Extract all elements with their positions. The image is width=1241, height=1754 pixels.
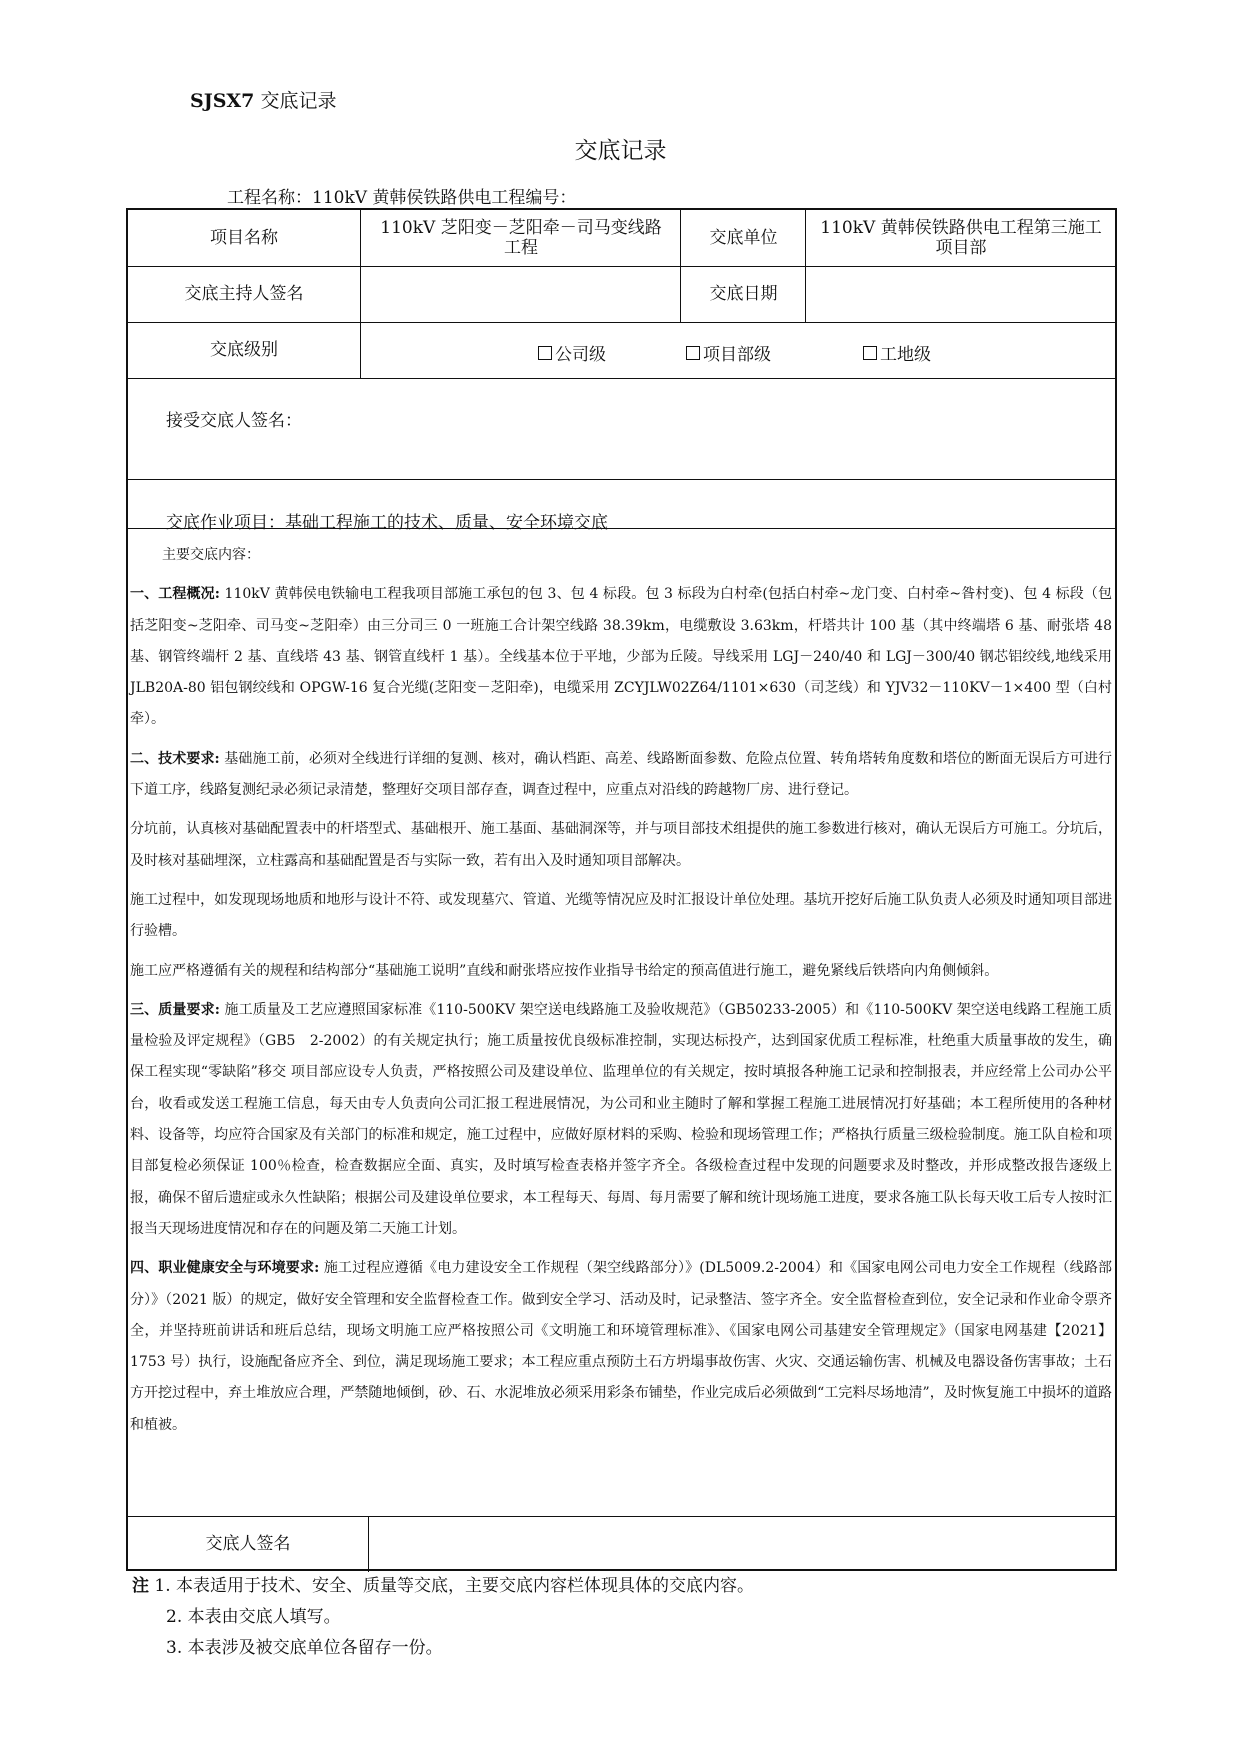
handover-content (130, 540, 1112, 1449)
checkbox-icon (863, 346, 877, 360)
column-divider (805, 210, 806, 322)
column-divider (360, 210, 361, 378)
checkbox-icon (538, 346, 552, 360)
level-options (362, 322, 1115, 378)
section-technical: 二、技术要求: 基础施工前，必须对全线进行详细的复测、核对，确认档距、高差、线路断面参数、危险点位置、转角塔转角度数和塔位的断面无误后方可进行下道工序，线路复测纪录必须记录清楚，整理好交项目部存查，调查过程中，应重点对沿线的跨越物厂房、进行登记。 (130, 750, 1113, 799)
technical-paragraph: 施工过程中，如发现现场地质和地形与设计不符、或发现墓穴、管道、光缆等情况应及时汇报设计单位处理。基坑开挖好后施工队负责人必须及时通知项目部进行验槽。 (130, 891, 1112, 940)
handover-signer-field[interactable] (370, 1516, 1115, 1572)
content-intro: 主要交底内容： (162, 547, 260, 563)
project-name-line: 工程名称：110kV 黄韩侯铁路供电工程编号： (227, 188, 577, 208)
date-label: 交底日期 (709, 284, 778, 304)
note-item: 注 1. 本表适用于技术、安全、质量等交底，主要交底内容栏体现具体的交底内容。 (132, 1576, 755, 1596)
handover-form-table (126, 208, 1117, 1571)
project-name-value: 110kV 芝阳变－芝阳牵－司马变线路工程 (380, 218, 662, 258)
technical-paragraph: 施工应严格遵循有关的规程和结构部分“基础施工说明”直线和耐张塔应按作业指导书给定的预高值进行施工，避免紧线后铁塔向内角侧倾斜。 (130, 962, 999, 979)
document-code: SJSX7 交底记录 (190, 90, 337, 112)
technical-paragraph: 分坑前，认真核对基础配置表中的杆塔型式、基础根开、施工基面、基础洞深等，并与项目部技术组提供的施工参数进行核对，确认无误后方可施工。分坑后，及时核对基础埋深，立柱露高和基础配置是否与实际一致，若有出入及时通知项目部解决。 (130, 821, 1112, 869)
column-divider (680, 210, 681, 322)
row-divider (128, 479, 1115, 480)
host-sign-label: 交底主持人签名 (184, 284, 304, 304)
checkbox-icon (686, 346, 700, 360)
page-title: 交底记录 (574, 138, 667, 164)
unit-label: 交底单位 (709, 228, 778, 248)
host-sign-field[interactable] (362, 266, 680, 322)
date-field[interactable] (807, 266, 1115, 322)
unit-value: 110kV 黄韩侯铁路供电工程第三施工项目部 (820, 218, 1102, 258)
level-option-project-dept[interactable]: 项目部级 (686, 340, 771, 365)
task-line: 交底作业项目：基础工程施工的技术、质量、安全环境交底 (166, 513, 608, 533)
note-item: 2. 本表由交底人填写。 (166, 1607, 341, 1627)
level-option-site[interactable]: 工地级 (863, 340, 931, 365)
handover-signer-label: 交底人签名 (205, 1534, 291, 1554)
column-divider (368, 1516, 369, 1572)
section-quality: 三、质量要求: 施工质量及工艺应遵照国家标准《110-500KV 架空送电线路施工及验收规范》（GB50233-2005）和《110-500KV 架空送电线路工程施工质量检验及评定规程》（GB5 2-2002）的有关规定执行；施工质量按优良级标准控制，实现达标投产，达到国家优质工程标准，杜绝重大质量事故的发生，确保工程实现“零缺陷”移交 项目部应设专人负责，严格按照公司及建设单位、监理单位的有关规定，按时填报各种施工记录和控制报表，并应经常上公司办公平台，收看或发送工程施工信息，每天由专人负责向公司汇报工程进展情况，为公司和业主随时了解和掌握工程施工进展情况打好基础；本工程所使用的各种材料、设备等，均应符合国家及有关部门的标准和规定，施工过程中，应做好原材料的采购、检验和现场管理工作；严格执行质量三级检验制度。施工队自检和项目部复检必须保证 100％检查，检查数据应全面、真实，及时填写检查表格并签字齐全。各级检查过程中发现的问题要求及时整改，并形成整改报告逐级上报，确保不留后遗症或永久性缺陷；根据公司及建设单位要求，本工程每天、每周、每月需要了解和统计现场施工进度，要求各施工队长每天收工后专人按时汇报当天现场进度情况和存在的问题及第二天施工计划。 (130, 1001, 1112, 1237)
section-overview: 一、工程概况: 110kV 黄韩侯电铁输电工程我项目部施工承包的包 3、包 4 标段。包 3 标段为白村牵(包括白村牵~龙门变、白村牵~昝村变)、包 4 标段（包括芝阳变~芝阳牵、司马变~芝阳牵）由三分司三 0 一班施工合计架空线路 38.39km，电缆敷设 3.63km，杆塔共计 100 基（其中终端塔 6 基、耐张塔 48 基、钢管终端杆 2 基、直线塔 43 基、钢管直线杆 1 基）。全线基本位于平地，少部为丘陵。导线采用 LGJ－240/40 和 LGJ－300/40 钢芯铝绞线,地线采用 JLB20A-80 铝包钢绞线和 OPGW-16 复合光缆(芝阳变－芝阳牵)，电缆采用 ZCYJLW02Z64/1101×630（司芝线）和 YJV32－110KV－1×400 型（白村牵）。 (130, 586, 1112, 728)
row-divider (128, 378, 1115, 379)
receiver-sign-label: 接受交底人签名： (166, 411, 302, 431)
project-name-label: 项目名称 (210, 228, 278, 248)
section-safety-environment: 四、职业健康安全与环境要求: 施工过程应遵循《电力建设安全工作规程（架空线路部分）》(DL5009.2-2004）和《国家电网公司电力安全工作规程（线路部分）》（2021 版）的规定，做好安全管理和安全监督检查工作。做到安全学习、活动及时，记录整洁、签字齐全。安全监督检查到位，安全记录和作业命令票齐全，并坚持班前讲话和班后总结，现场文明施工应严格按照公司《文明施工和环境管理标准》、《国家电网公司基建安全管理规定》（国家电网基建【2021】1753 号）执行，设施配备应齐全、到位，满足现场施工要求；本工程应重点预防土石方坍塌事故伤害、火灾、交通运输伤害、机械及电器设备伤害事故；土石方开挖过程中，弃土堆放应合理，严禁随地倾倒，砂、石、水泥堆放必须采用彩条布铺垫，作业完成后必须做到“工完料尽场地清”，及时恢复施工中损坏的道路和植被。 (130, 1260, 1112, 1433)
notes (132, 1571, 754, 1664)
level-label: 交底级别 (210, 340, 278, 360)
level-option-company[interactable]: 公司级 (538, 340, 606, 365)
note-item: 3. 本表涉及被交底单位各留存一份。 (166, 1638, 443, 1658)
